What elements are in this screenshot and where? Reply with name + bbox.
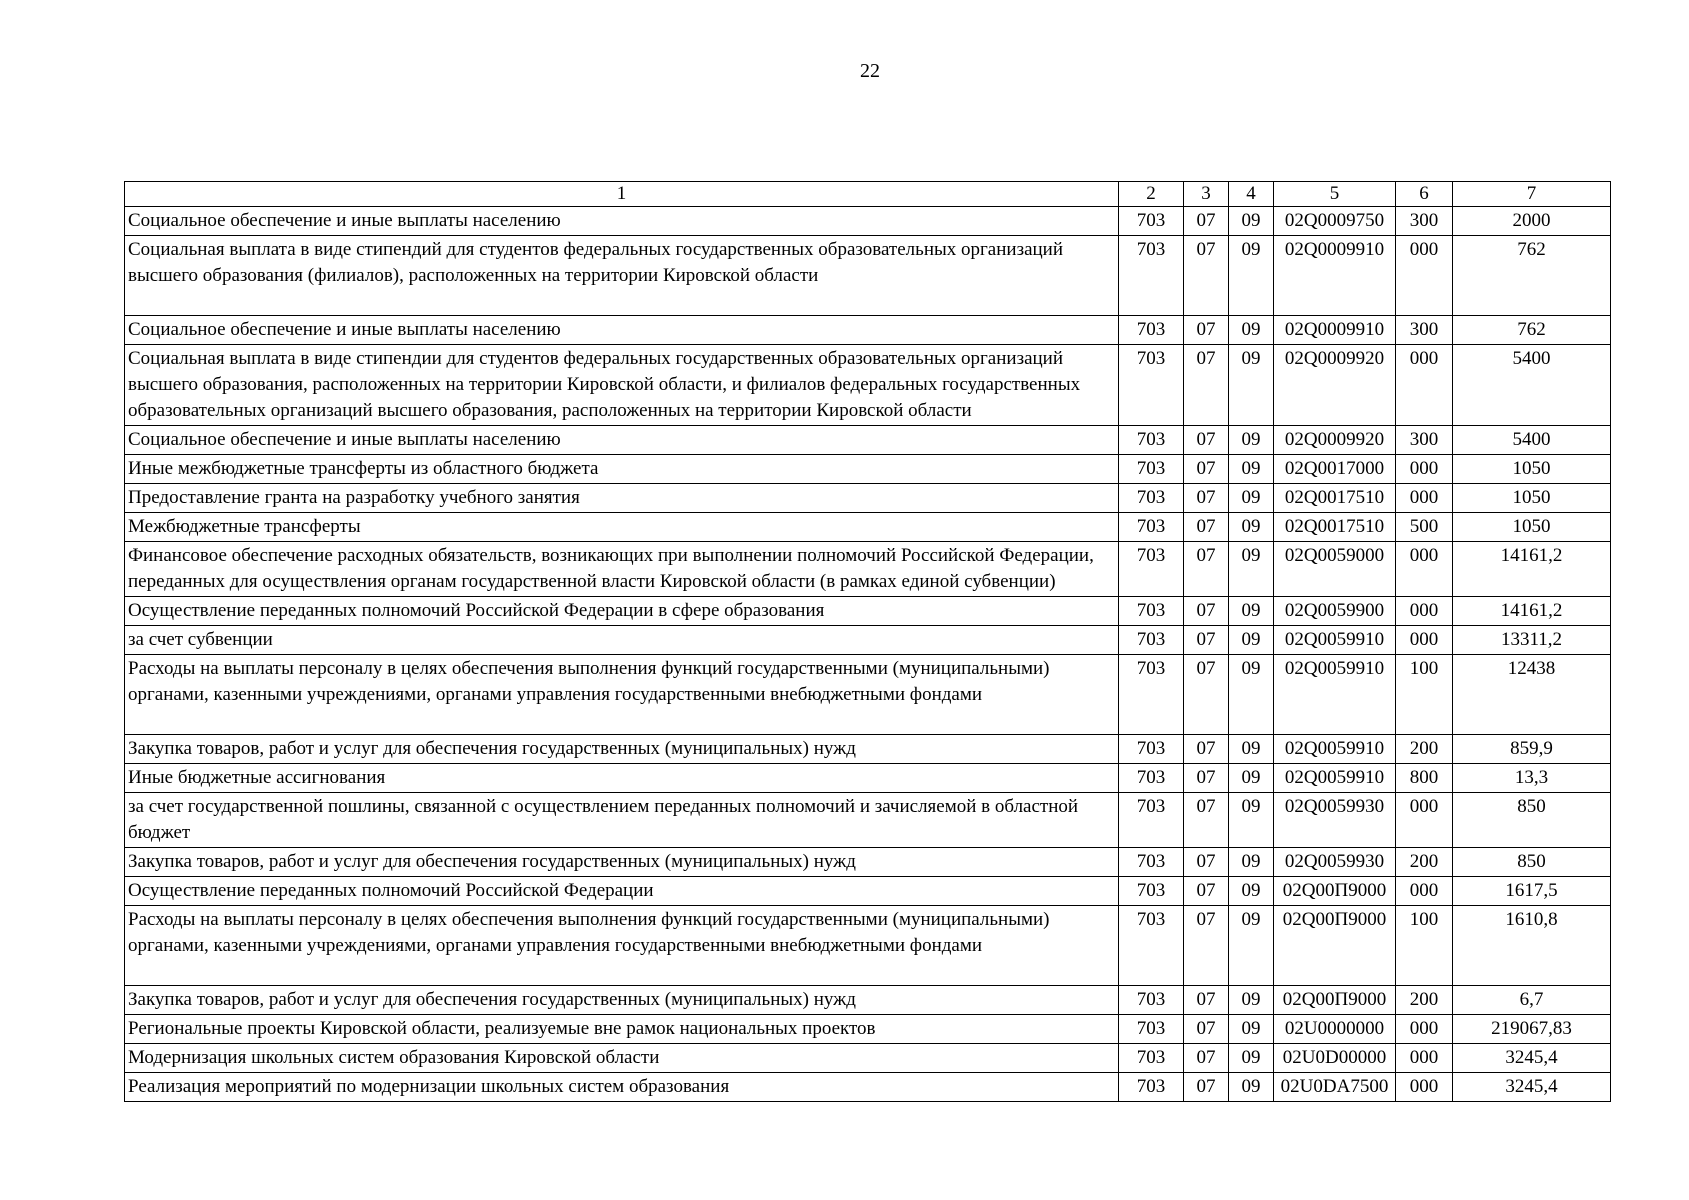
code-expense-type: 000: [1396, 236, 1453, 316]
table-row: [125, 986, 1611, 1015]
code-section: 07: [1184, 207, 1229, 236]
code-section: 07: [1184, 236, 1229, 316]
column-number: 3: [1184, 182, 1229, 207]
row-description: Социальная выплата в виде стипендий для студентов федеральных государственных образовательных организаций высшего образования (филиалов), расположенных на территории Кировской области: [125, 236, 1119, 316]
code-target-article: 02Q00П9000: [1274, 906, 1396, 986]
code-section: 07: [1184, 848, 1229, 877]
code-ministry: 703: [1119, 316, 1184, 345]
table-row: [125, 455, 1611, 484]
amount-value: 14161,2: [1453, 542, 1611, 597]
code-ministry: 703: [1119, 345, 1184, 426]
code-section: 07: [1184, 1015, 1229, 1044]
code-ministry: 703: [1119, 1073, 1184, 1102]
amount-value: 5400: [1453, 426, 1611, 455]
code-ministry: 703: [1119, 986, 1184, 1015]
code-section: 07: [1184, 626, 1229, 655]
code-section: 07: [1184, 877, 1229, 906]
code-subsection: 09: [1229, 513, 1274, 542]
amount-value: 13311,2: [1453, 626, 1611, 655]
amount-value: 219067,83: [1453, 1015, 1611, 1044]
amount-value: 859,9: [1453, 735, 1611, 764]
code-expense-type: 000: [1396, 542, 1453, 597]
row-description: Региональные проекты Кировской области, реализуемые вне рамок национальных проектов: [125, 1015, 1119, 1044]
row-description: Реализация мероприятий по модернизации школьных систем образования: [125, 1073, 1119, 1102]
amount-value: 5400: [1453, 345, 1611, 426]
code-target-article: 02Q00П9000: [1274, 986, 1396, 1015]
row-description: Закупка товаров, работ и услуг для обеспечения государственных (муниципальных) нужд: [125, 848, 1119, 877]
code-ministry: 703: [1119, 542, 1184, 597]
code-ministry: 703: [1119, 906, 1184, 986]
code-ministry: 703: [1119, 455, 1184, 484]
code-section: 07: [1184, 986, 1229, 1015]
code-section: 07: [1184, 316, 1229, 345]
code-target-article: 02Q0009750: [1274, 207, 1396, 236]
code-subsection: 09: [1229, 236, 1274, 316]
code-ministry: 703: [1119, 655, 1184, 735]
table-row: [125, 1015, 1611, 1044]
row-description: Осуществление переданных полномочий Российской Федерации: [125, 877, 1119, 906]
row-description: Осуществление переданных полномочий Российской Федерации в сфере образования: [125, 597, 1119, 626]
code-subsection: 09: [1229, 207, 1274, 236]
amount-value: 1050: [1453, 484, 1611, 513]
row-description: за счет государственной пошлины, связанной с осуществлением переданных полномочий и зачисляемой в областной бюджет: [125, 793, 1119, 848]
code-target-article: 02U0DA7500: [1274, 1073, 1396, 1102]
amount-value: 3245,4: [1453, 1044, 1611, 1073]
row-description: Расходы на выплаты персоналу в целях обеспечения выполнения функций государственными (муниципальными) органами, казенными учреждениями, органами управления государственными внебюджетными фондами: [125, 655, 1119, 735]
code-ministry: 703: [1119, 626, 1184, 655]
code-subsection: 09: [1229, 1073, 1274, 1102]
code-expense-type: 500: [1396, 513, 1453, 542]
code-ministry: 703: [1119, 848, 1184, 877]
column-number: 4: [1229, 182, 1274, 207]
row-description: Социальная выплата в виде стипендии для студентов федеральных государственных образовательных организаций высшего образования, расположенных на территории Кировской области, и филиалов федеральных государственных образовательных организаций высшего образования, расположенных на территории Кировской области: [125, 345, 1119, 426]
code-subsection: 09: [1229, 793, 1274, 848]
code-ministry: 703: [1119, 1015, 1184, 1044]
table-row: [125, 207, 1611, 236]
column-number-row: [125, 182, 1611, 207]
amount-value: 1050: [1453, 513, 1611, 542]
amount-value: 850: [1453, 848, 1611, 877]
table-row: [125, 597, 1611, 626]
row-description: Социальное обеспечение и иные выплаты населению: [125, 316, 1119, 345]
code-subsection: 09: [1229, 848, 1274, 877]
code-expense-type: 200: [1396, 735, 1453, 764]
table-row: [125, 426, 1611, 455]
table-row: [125, 513, 1611, 542]
table-body: [125, 207, 1611, 1102]
code-expense-type: 300: [1396, 316, 1453, 345]
code-target-article: 02Q0009920: [1274, 345, 1396, 426]
code-target-article: 02Q0017510: [1274, 484, 1396, 513]
code-subsection: 09: [1229, 986, 1274, 1015]
amount-value: 12438: [1453, 655, 1611, 735]
code-subsection: 09: [1229, 626, 1274, 655]
code-target-article: 02Q0059900: [1274, 597, 1396, 626]
code-subsection: 09: [1229, 316, 1274, 345]
amount-value: 762: [1453, 236, 1611, 316]
table-row: [125, 848, 1611, 877]
code-section: 07: [1184, 1073, 1229, 1102]
table-row: [125, 1073, 1611, 1102]
row-description: Модернизация школьных систем образования Кировской области: [125, 1044, 1119, 1073]
code-expense-type: 000: [1396, 626, 1453, 655]
code-target-article: 02Q0009910: [1274, 316, 1396, 345]
code-expense-type: 200: [1396, 848, 1453, 877]
code-section: 07: [1184, 655, 1229, 735]
table-row: [125, 345, 1611, 426]
code-subsection: 09: [1229, 906, 1274, 986]
table-row: [125, 484, 1611, 513]
code-subsection: 09: [1229, 484, 1274, 513]
code-subsection: 09: [1229, 455, 1274, 484]
amount-value: 1050: [1453, 455, 1611, 484]
code-section: 07: [1184, 426, 1229, 455]
code-subsection: 09: [1229, 542, 1274, 597]
amount-value: 6,7: [1453, 986, 1611, 1015]
code-target-article: 02Q0009910: [1274, 236, 1396, 316]
row-description: Социальное обеспечение и иные выплаты населению: [125, 426, 1119, 455]
table-row: [125, 1044, 1611, 1073]
row-description: Иные бюджетные ассигнования: [125, 764, 1119, 793]
row-description: Финансовое обеспечение расходных обязательств, возникающих при выполнении полномочий Российской Федерации, переданных для осуществления органам государственной власти Кировской области (в рамках единой субвенции): [125, 542, 1119, 597]
code-subsection: 09: [1229, 735, 1274, 764]
code-target-article: 02Q0017510: [1274, 513, 1396, 542]
table-row: [125, 626, 1611, 655]
code-section: 07: [1184, 542, 1229, 597]
code-subsection: 09: [1229, 655, 1274, 735]
code-expense-type: 000: [1396, 1015, 1453, 1044]
code-expense-type: 300: [1396, 426, 1453, 455]
code-expense-type: 000: [1396, 1044, 1453, 1073]
code-expense-type: 000: [1396, 345, 1453, 426]
table-row: [125, 236, 1611, 316]
code-subsection: 09: [1229, 877, 1274, 906]
code-expense-type: 000: [1396, 793, 1453, 848]
code-target-article: 02Q0059930: [1274, 848, 1396, 877]
code-ministry: 703: [1119, 764, 1184, 793]
code-section: 07: [1184, 1044, 1229, 1073]
amount-value: 1617,5: [1453, 877, 1611, 906]
code-target-article: 02Q0059910: [1274, 764, 1396, 793]
code-target-article: 02Q0059930: [1274, 793, 1396, 848]
budget-table: [124, 181, 1611, 1102]
row-description: за счет субвенции: [125, 626, 1119, 655]
code-expense-type: 000: [1396, 597, 1453, 626]
code-subsection: 09: [1229, 764, 1274, 793]
code-expense-type: 000: [1396, 484, 1453, 513]
code-subsection: 09: [1229, 1044, 1274, 1073]
amount-value: 850: [1453, 793, 1611, 848]
code-subsection: 09: [1229, 597, 1274, 626]
code-section: 07: [1184, 513, 1229, 542]
code-target-article: 02Q0059000: [1274, 542, 1396, 597]
code-target-article: 02Q00П9000: [1274, 877, 1396, 906]
row-description: Расходы на выплаты персоналу в целях обеспечения выполнения функций государственными (муниципальными) органами, казенными учреждениями, органами управления государственными внебюджетными фондами: [125, 906, 1119, 986]
row-description: Межбюджетные трансферты: [125, 513, 1119, 542]
code-ministry: 703: [1119, 236, 1184, 316]
code-subsection: 09: [1229, 345, 1274, 426]
table-row: [125, 316, 1611, 345]
code-target-article: 02Q0059910: [1274, 626, 1396, 655]
code-ministry: 703: [1119, 1044, 1184, 1073]
code-section: 07: [1184, 793, 1229, 848]
code-target-article: 02Q0009920: [1274, 426, 1396, 455]
table-row: [125, 906, 1611, 986]
amount-value: 14161,2: [1453, 597, 1611, 626]
column-number: 2: [1119, 182, 1184, 207]
code-target-article: 02Q0059910: [1274, 735, 1396, 764]
column-number: 5: [1274, 182, 1396, 207]
row-description: Предоставление гранта на разработку учебного занятия: [125, 484, 1119, 513]
code-target-article: 02U0D00000: [1274, 1044, 1396, 1073]
code-section: 07: [1184, 455, 1229, 484]
table-row: [125, 735, 1611, 764]
code-target-article: 02Q0017000: [1274, 455, 1396, 484]
code-ministry: 703: [1119, 793, 1184, 848]
code-expense-type: 300: [1396, 207, 1453, 236]
amount-value: 762: [1453, 316, 1611, 345]
table-row: [125, 877, 1611, 906]
code-subsection: 09: [1229, 426, 1274, 455]
code-expense-type: 200: [1396, 986, 1453, 1015]
code-section: 07: [1184, 764, 1229, 793]
amount-value: 2000: [1453, 207, 1611, 236]
code-expense-type: 000: [1396, 877, 1453, 906]
amount-value: 3245,4: [1453, 1073, 1611, 1102]
code-ministry: 703: [1119, 877, 1184, 906]
code-target-article: 02Q0059910: [1274, 655, 1396, 735]
table-row: [125, 764, 1611, 793]
code-section: 07: [1184, 484, 1229, 513]
code-expense-type: 100: [1396, 906, 1453, 986]
column-number: 6: [1396, 182, 1453, 207]
code-section: 07: [1184, 735, 1229, 764]
code-expense-type: 100: [1396, 655, 1453, 735]
code-ministry: 703: [1119, 484, 1184, 513]
amount-value: 13,3: [1453, 764, 1611, 793]
code-target-article: 02U0000000: [1274, 1015, 1396, 1044]
column-number: 1: [125, 182, 1119, 207]
code-section: 07: [1184, 906, 1229, 986]
row-description: Социальное обеспечение и иные выплаты населению: [125, 207, 1119, 236]
code-expense-type: 800: [1396, 764, 1453, 793]
code-expense-type: 000: [1396, 455, 1453, 484]
code-ministry: 703: [1119, 597, 1184, 626]
table-row: [125, 542, 1611, 597]
code-section: 07: [1184, 345, 1229, 426]
code-section: 07: [1184, 597, 1229, 626]
column-number: 7: [1453, 182, 1611, 207]
code-ministry: 703: [1119, 207, 1184, 236]
row-description: Закупка товаров, работ и услуг для обеспечения государственных (муниципальных) нужд: [125, 986, 1119, 1015]
row-description: Иные межбюджетные трансферты из областного бюджета: [125, 455, 1119, 484]
code-ministry: 703: [1119, 735, 1184, 764]
row-description: Закупка товаров, работ и услуг для обеспечения государственных (муниципальных) нужд: [125, 735, 1119, 764]
page-number: 22: [860, 60, 880, 82]
code-expense-type: 000: [1396, 1073, 1453, 1102]
code-ministry: 703: [1119, 513, 1184, 542]
code-subsection: 09: [1229, 1015, 1274, 1044]
code-ministry: 703: [1119, 426, 1184, 455]
table-row: [125, 655, 1611, 735]
table-row: [125, 793, 1611, 848]
amount-value: 1610,8: [1453, 906, 1611, 986]
